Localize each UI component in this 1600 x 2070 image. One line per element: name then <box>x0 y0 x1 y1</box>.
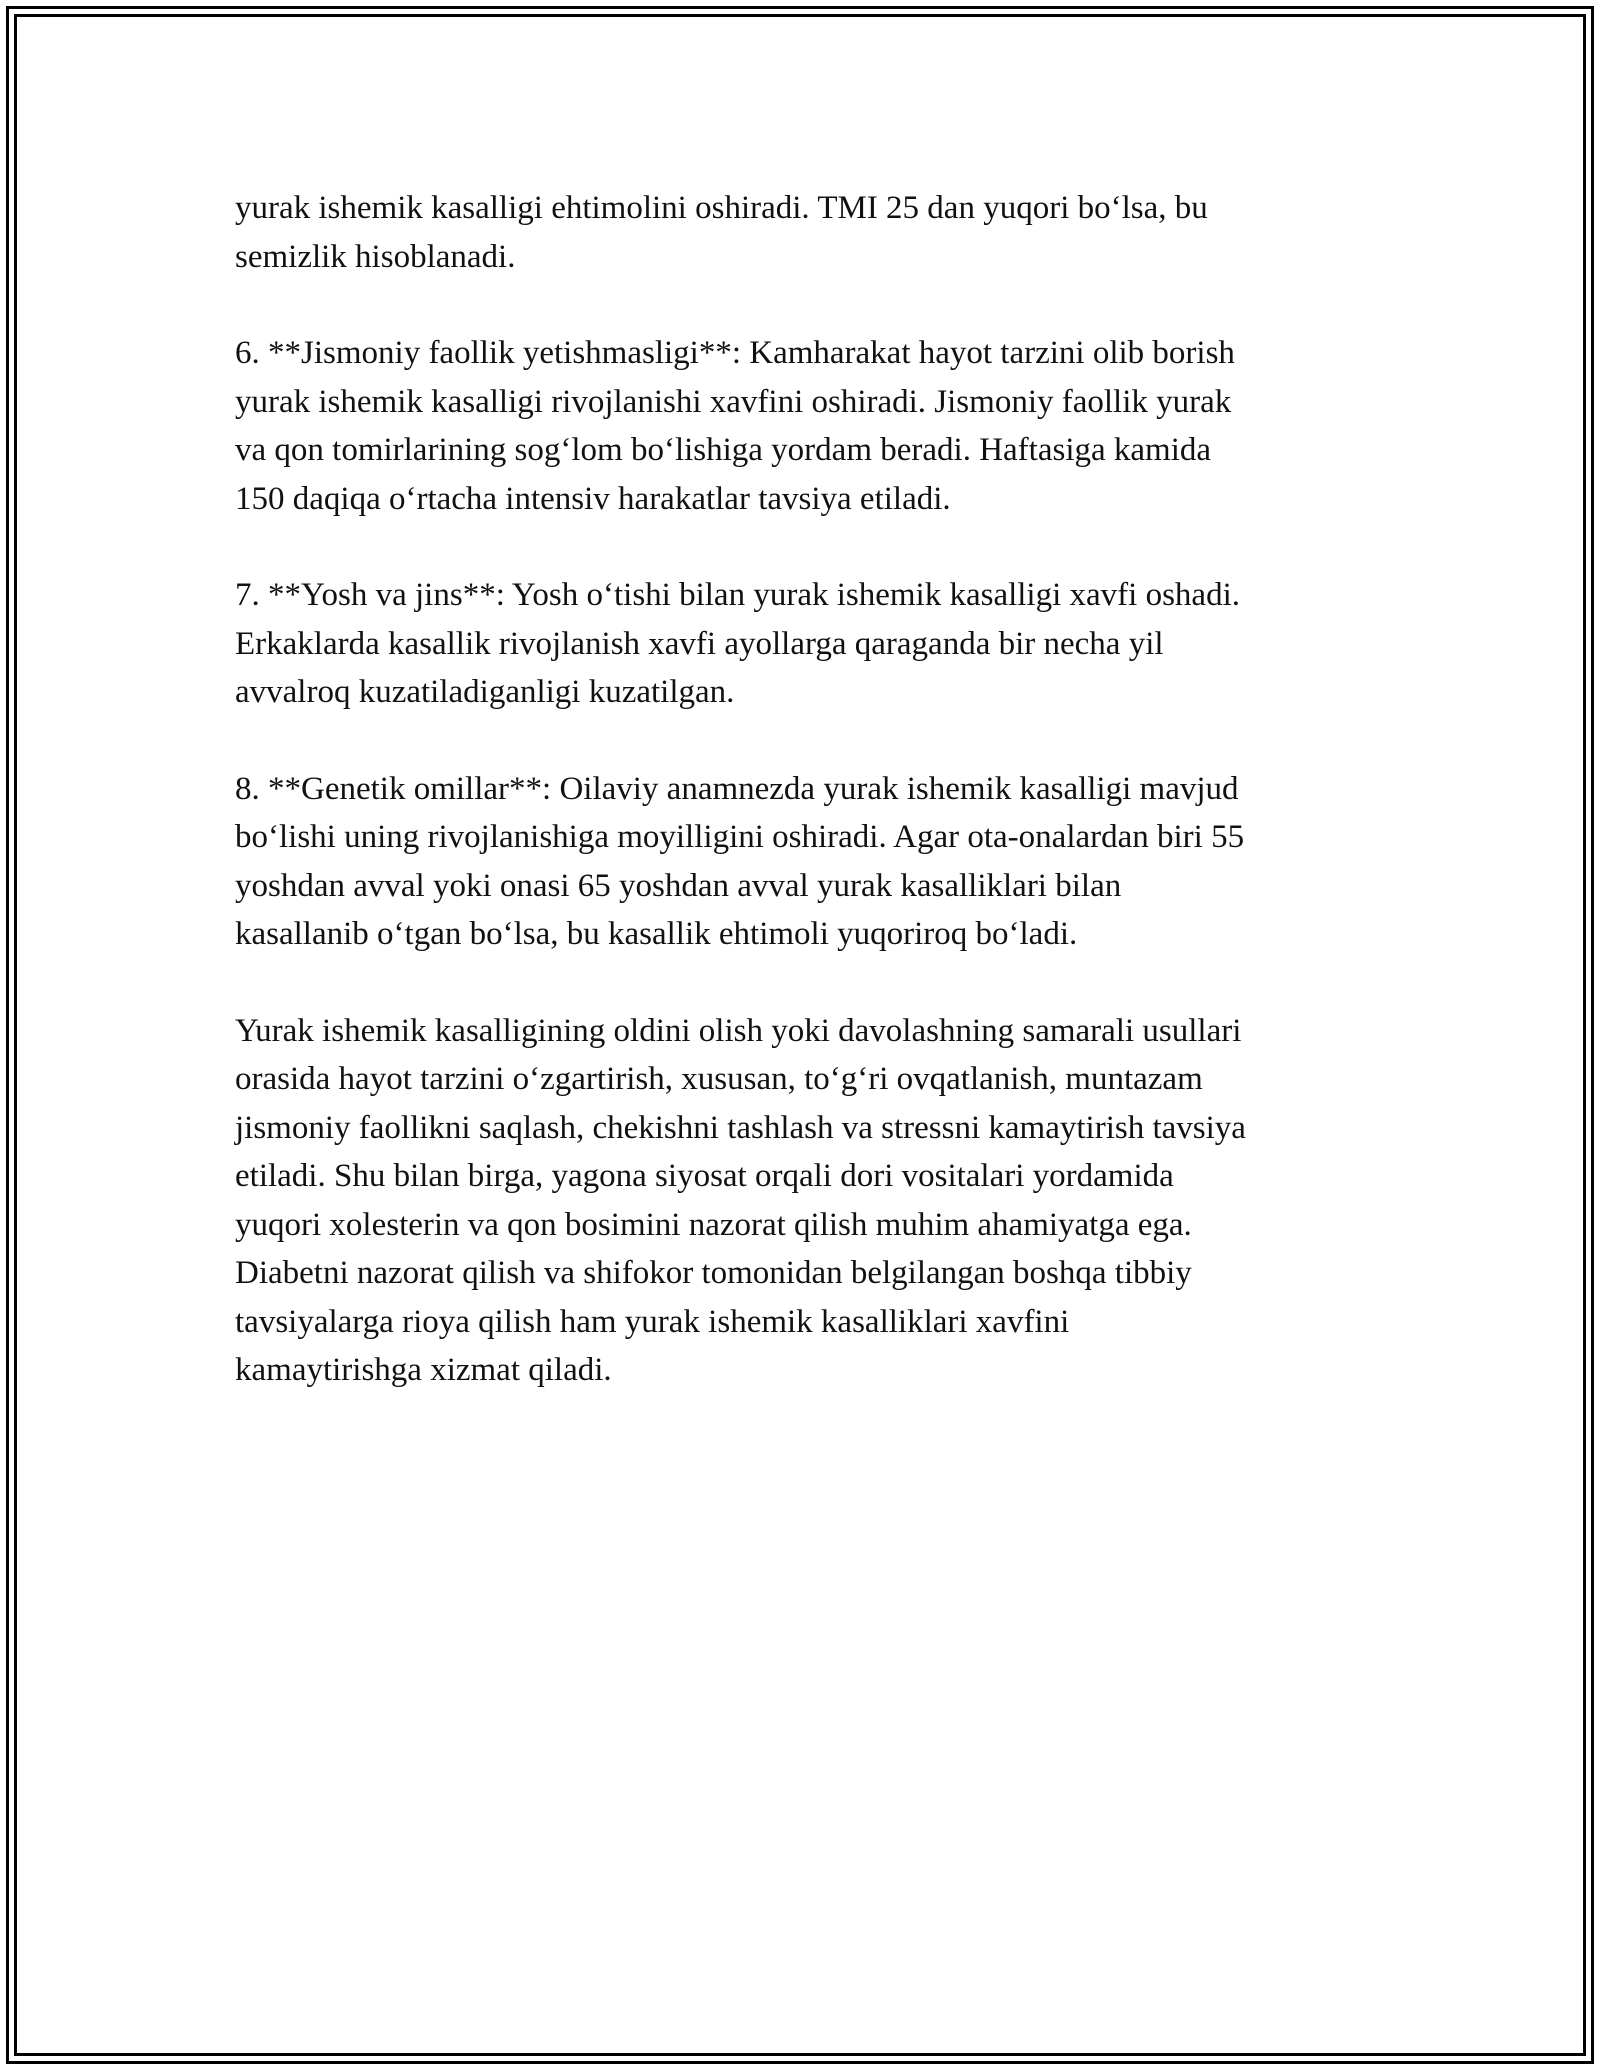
document-body <box>235 184 1365 1443</box>
paragraph-genetic-factors: 8. **Genetik omillar**: Oilaviy anamnezda yurak ishemik kasalligi mavjud bo‘lishi uning rivojlanishiga moyilligini oshiradi. Agar ota-onalardan biri 55 yoshdan avval yoki onasi 65 yoshdan avval yurak kasalliklari bilan kasallanib o‘tgan bo‘lsa, bu kasallik ehtimoli yuqoriroq bo‘ladi. <box>235 770 1245 952</box>
paragraph-bmi-continuation: yurak ishemik kasalligi ehtimolini oshiradi. TMI 25 dan yuqori bo‘lsa, bu semizlik hisoblanadi. <box>235 190 1208 275</box>
paragraph-age-and-sex: 7. **Yosh va jins**: Yosh o‘tishi bilan yurak ishemik kasalligi xavfi oshadi. Erkaklarda kasallik rivojlanish xavfi ayollarga qaraganda bir necha yil avvalroq kuzatiladiganligi kuzatilgan. <box>235 577 1240 710</box>
paragraph-physical-inactivity: 6. **Jismoniy faollik yetishmasligi**: Kamharakat hayot tarzini olib borish yurak ishemik kasalligi rivojlanishi xavfini oshiradi. Jismoniy faollik yurak va qon tomirlarining sog‘lom bo‘lishiga yordam beradi. Haftasiga kamida 150 daqiqa o‘rtacha intensiv harakatlar tavsiya etiladi. <box>235 335 1235 517</box>
paragraph-prevention: Yurak ishemik kasalligining oldini olish yoki davolashning samarali usullari orasida hayot tarzini o‘zgartirish, xususan, to‘g‘ri ovqatlanish, muntazam jismoniy faollikni saqlash, chekishni tashlash va stressni kamaytirish tavsiya etiladi. Shu bilan birga, yagona siyosat orqali dori vositalari yordamida yuqori xolesterin va qon bosimini nazorat qilish muhim ahamiyatga ega. Diabetni nazorat qilish va shifokor tomonidan belgilangan boshqa tibbiy tavsiyalarga rioya qilish ham yurak ishemik kasalliklari xavfini kamaytirishga xizmat qiladi. <box>235 1012 1246 1388</box>
